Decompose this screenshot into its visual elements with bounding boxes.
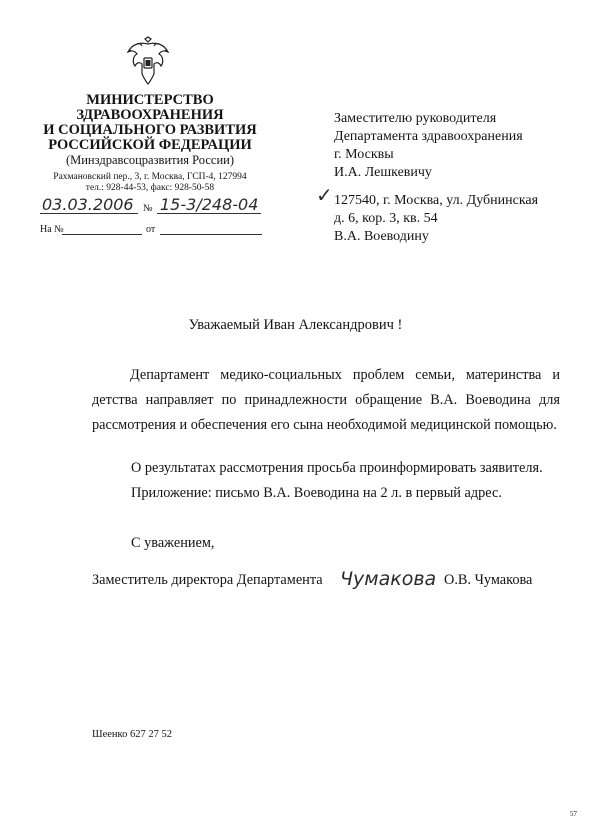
- ministry-title-line-4: РОССИЙСКОЙ ФЕДЕРАЦИИ: [48, 137, 252, 153]
- closing: С уважением,: [131, 535, 215, 551]
- copy-address-line-3: В.А. Воеводину: [334, 229, 429, 244]
- addressee-line-4: И.А. Лешкевичу: [334, 165, 432, 180]
- handwritten-number: 15-3/248-04: [160, 195, 259, 214]
- handwritten-signature: Чумакова: [340, 568, 437, 590]
- signatory-name: О.В. Чумакова: [444, 572, 533, 588]
- handwritten-date: 03.03.2006: [42, 195, 134, 214]
- date-underline: [40, 213, 138, 214]
- ministry-title-line-2: ЗДРАВООХРАНЕНИЯ: [76, 107, 224, 123]
- reference-date-line: [160, 234, 262, 235]
- ministry-address: Рахмановский пер., 3, г. Москва, ГСП-4, 127994: [53, 172, 247, 182]
- number-sign: №: [143, 203, 153, 214]
- result-line: О результатах рассмотрения просьба проинформировать заявителя.: [131, 460, 543, 476]
- copy-address-line-1: 127540, г. Москва, ул. Дубнинская: [334, 193, 539, 208]
- ministry-title-line-1: МИНИСТЕРСТВО: [86, 92, 214, 108]
- page-number: 57: [570, 810, 577, 818]
- main-paragraph: Департамент медико-социальных проблем семьи, материнства и детства направляет по принадлежности обращение В.А. Воеводина для рассмотрения и обеспечения его сына необходимой медицинской помощью.: [92, 367, 560, 433]
- attachment-line: Приложение: письмо В.А. Воеводина на 2 л. в первый адрес.: [131, 485, 502, 501]
- addressee-line-2: Департамента здравоохранения: [334, 129, 523, 144]
- number-underline: [157, 213, 261, 214]
- ministry-title-line-3: И СОЦИАЛЬНОГО РАЗВИТИЯ: [43, 122, 257, 138]
- executor-note: Шеенко 627 27 52: [92, 729, 172, 740]
- reference-date-label: от: [146, 224, 156, 235]
- signatory-position: Заместитель директора Департамента: [92, 572, 323, 588]
- reference-number-label: На №: [40, 224, 64, 235]
- coat-of-arms-icon: [126, 36, 170, 86]
- addressee-line-3: г. Москвы: [334, 147, 394, 162]
- reference-number-line: [62, 234, 142, 235]
- checkmark-icon: ✓: [316, 183, 333, 207]
- ministry-phone: тел.: 928-44-53, факс: 928-50-58: [85, 183, 215, 193]
- greeting: Уважаемый Иван Александрович !: [188, 317, 403, 333]
- copy-address-line-2: д. 6, кор. 3, кв. 54: [334, 211, 438, 226]
- addressee-line-1: Заместителю руководителя: [334, 111, 497, 126]
- ministry-short-name: (Минздравсоцразвития России): [65, 153, 235, 167]
